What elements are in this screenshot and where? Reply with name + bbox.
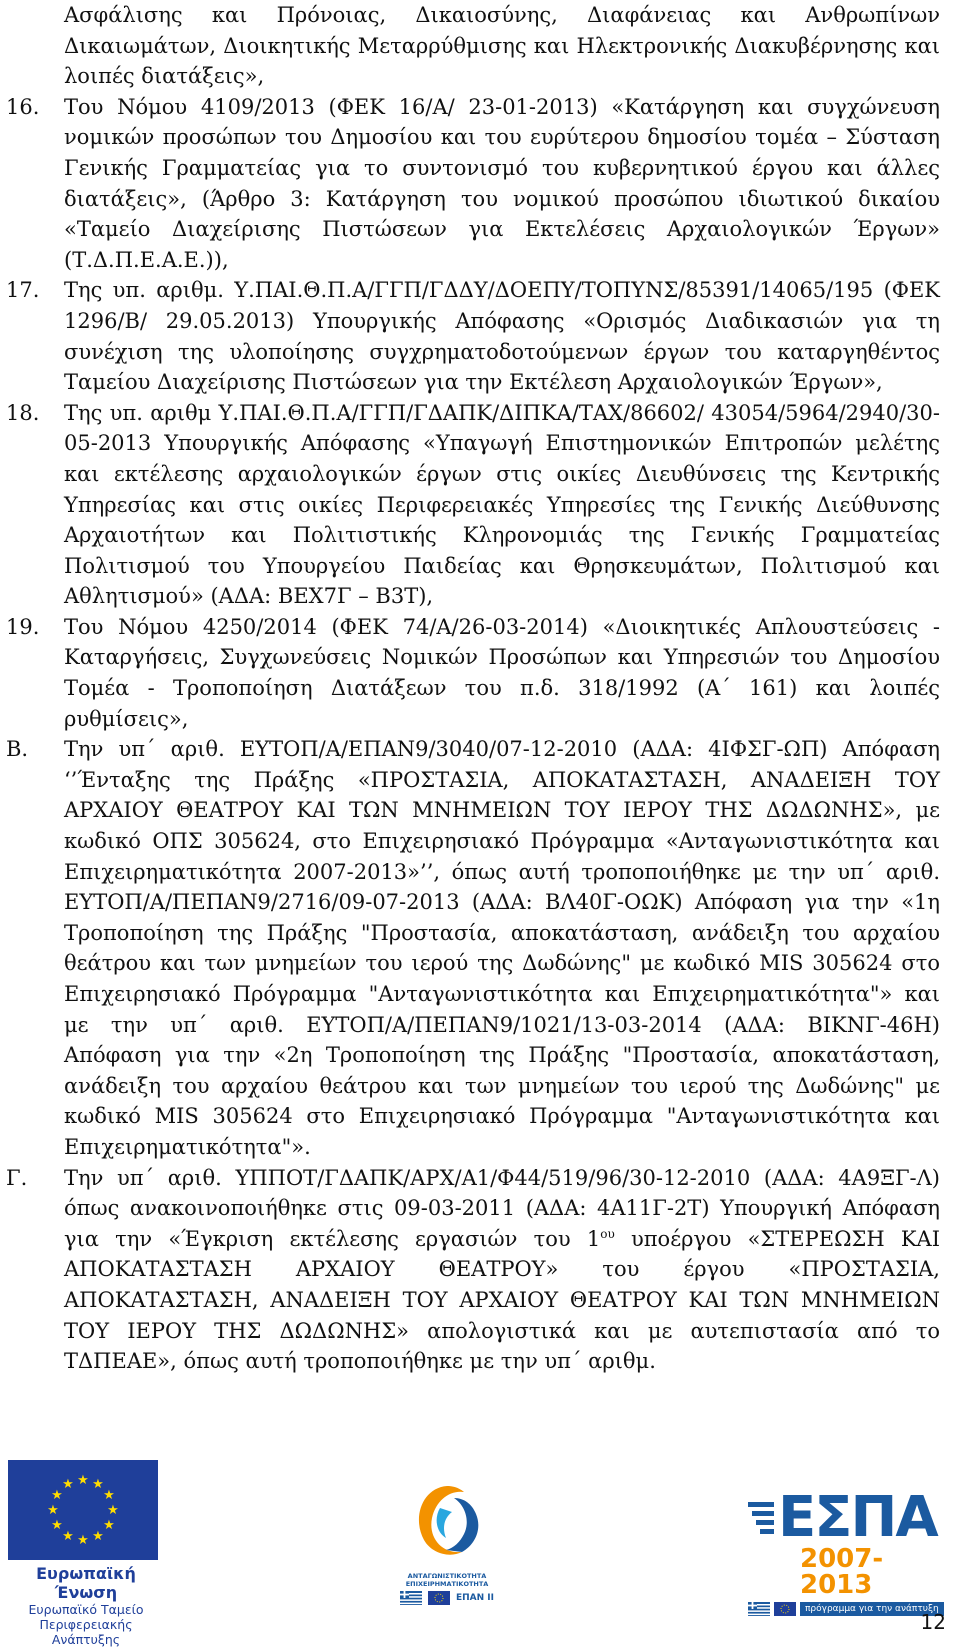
footer-logos xyxy=(0,1450,960,1647)
svg-text:★: ★ xyxy=(92,1529,104,1544)
eu-fund-line1: Ευρωπαϊκό Ταμείο xyxy=(28,1602,144,1617)
superscript: ου xyxy=(600,1226,615,1241)
paragraph-text: Του Νόμου 4250/2014 (ΦΕΚ 74/Α/26-03-2014) «Διοικητικές Απλουστεύσεις - Καταργήσεις, Συγχωνεύσεις Νομικών Προσώπων και Υπηρεσιών του Δημοσίου Τομέα - Τροποποίηση Διατάξεων του π.δ. 318/1992 (Α΄ 161) και λοιπές ρυθμίσεις», xyxy=(64,614,940,731)
paragraph-text: Ασφάλισης και Πρόνοιας, Δικαιοσύνης, Διαφάνειας και Ανθρωπίνων Δικαιωμάτων, Διοικητικής Μεταρρύθμισης και Ηλεκτρονικής Διακυβέρνησης και λοιπές διατάξεις», xyxy=(64,3,940,89)
eu-name: Ευρωπαϊκή Ένωση xyxy=(36,1564,136,1602)
svg-text:★: ★ xyxy=(62,1529,74,1544)
greek-flag-icon xyxy=(748,1602,770,1616)
list-item-19 xyxy=(0,612,960,734)
competitiveness-line2: ΕΠΙΧΕΙΡΗΜΑΤΙΚΟΤΗΤΑ xyxy=(405,1580,489,1588)
eu-mini-flag-icon xyxy=(428,1591,450,1605)
section-c xyxy=(0,1163,960,1377)
competitiveness-line1: ΑΝΤΑΓΩΝΙΣΤΙΚΟΤΗΤΑ xyxy=(407,1572,487,1580)
page-number: 12 xyxy=(920,1610,946,1634)
epan-label: ΕΠΑΝ II xyxy=(455,1593,494,1603)
eu-flag-icon xyxy=(8,1460,158,1560)
svg-text:★: ★ xyxy=(77,1473,89,1488)
svg-text:★: ★ xyxy=(77,1533,89,1548)
paragraph-text: Την υπ΄ αριθ. ΥΠΠΟΤ/ΓΔΑΠΚ/ΑΡΧ/Α1/Φ44/519/96/30-12-2010 (ΑΔΑ: 4Α9ΞΓ-Λ) όπως ανακοινοποιήθηκε στις 09-03-2011 (ΑΔΑ: 4Α11Γ-2Τ) Υπουργική Απόφαση για την «Έγκριση εκτέλεσης εργασιών του 1 xyxy=(64,1165,940,1251)
eu-mini-flag-icon xyxy=(774,1602,796,1616)
espa-years: 2007-2013 xyxy=(800,1544,884,1600)
svg-text:★: ★ xyxy=(62,1477,74,1492)
item-number: 17. xyxy=(6,278,40,303)
item-number: 16. xyxy=(6,94,40,119)
svg-text:★: ★ xyxy=(92,1477,104,1492)
section-b xyxy=(0,734,960,1162)
item-number: Β. xyxy=(6,737,29,762)
competitiveness-swirl-icon xyxy=(402,1478,492,1568)
espa-stripes-icon xyxy=(748,1498,778,1538)
svg-text:★: ★ xyxy=(47,1503,59,1518)
paragraph-text: Του Νόμου 4109/2013 (ΦΕΚ 16/Α/ 23-01-2013) «Κατάργηση και συγχώνευση νομικών προσώπων του Δημοσίου και του ευρύτερου δημοσίου τομέα – Σύσταση Γενικής Γραμματείας για το συντονισμό του κυβερνητικού έργου και άλλες διατάξεις», (Άρθρο 3: Κατάργηση του νομικού προσώπου ιδιωτικού δικαίου «Ταμείο Διαχείρισης Πιστώσεων για Εκτελέσεις Αρχαιολογικών Έργων» (Τ.Δ.Π.Ε.Α.Ε.)), xyxy=(64,94,940,272)
paragraph-text: Της υπ. αριθμ. Υ.ΠΑΙ.Θ.Π.Α/ΓΓΠ/ΓΔΔΥ/ΔΟΕΠΥ/ΤΟΠΥΝΣ/85391/14065/195 (ΦΕΚ 1296/Β/ 29.05.2013) Υπουργικής Απόφασης «Ορισμός Διαδικασιών για τη συνέχιση της υλοποίησης συγχρηματοδοτούμενων έργων του καταργηθέντος Ταμείου Διαχείρισης Πιστώσεων για την Εκτέλεση Αρχαιολογικών Έργων», xyxy=(64,278,940,395)
svg-text:★: ★ xyxy=(51,1518,63,1533)
competitiveness-logo xyxy=(392,1478,502,1605)
greek-flag-icon xyxy=(400,1591,422,1605)
espa-program: πρόγραμμα για την ανάπτυξη xyxy=(800,1602,944,1616)
item-number: 19. xyxy=(6,614,40,639)
espa-title: ΕΣΠΑ xyxy=(778,1485,937,1550)
eu-fund-line2: Περιφερειακής Ανάπτυξης xyxy=(39,1617,133,1647)
list-item-17 xyxy=(0,275,960,397)
list-item-18 xyxy=(0,398,960,612)
svg-text:★: ★ xyxy=(103,1518,115,1533)
svg-text:★: ★ xyxy=(51,1488,63,1503)
item-number: Γ. xyxy=(6,1165,28,1190)
paragraph-text: Της υπ. αριθμ Υ.ΠΑΙ.Θ.Π.Α/ΓΓΠ/ΓΔΑΠΚ/ΔΙΠΚΑ/ΤΑΧ/86602/ 43054/5964/2940/30-05-2013 Υπουργικής Απόφασης «Υπαγωγή Επιστημονικών Επιτροπών μελέτης και εκτέλεσης αρχαιολογικών έργων στις οικίες Διευθύνσεις της Κεντρικής Υπηρεσίας και στις οικίες Περιφερειακές Υπηρεσίες της Γενικής Διεύθυνσης Αρχαιοτήτων και Πολιτιστικής Κληρονομιάς της Γενικής Γραμματείας Πολιτισμού του Υπουργείου Παιδείας και Θρησκευμάτων, Πολιτισμού και Αθλητισμού» (ΑΔΑ: ΒΕΧ7Γ – Β3Τ), xyxy=(64,400,940,609)
paragraph-text: υποέργου «ΣΤΕΡΕΩΣΗ ΚΑΙ ΑΠΟΚΑΤΑΣΤΑΣΗ ΑΡΧΑΙΟΥ ΘΕΑΤΡΟΥ» του έργου «ΠΡΟΣΤΑΣΙΑ, ΑΠΟΚΑΤΑΣΤΑΣΗ, ΑΝΑΔΕΙΞΗ ΤΟΥ ΑΡΧΑΙΟΥ ΘΕΑΤΡΟΥ ΚΑΙ ΤΩΝ ΜΝΗΜΕΙΩΝ ΤΟΥ ΙΕΡΟΥ ΤΗΣ ΔΩΔΩΝΗΣ» απολογιστικά και με αυτεπιστασία από το ΤΔΠΕΑΕ», όπως αυτή τροποποιήθηκε με την υπ΄ αριθμ. xyxy=(64,1226,940,1374)
paragraph-continuation xyxy=(0,0,960,92)
espa-logo xyxy=(748,1485,948,1616)
svg-text:★: ★ xyxy=(103,1488,115,1503)
item-number: 18. xyxy=(6,400,40,425)
eu-logo xyxy=(6,1460,166,1647)
svg-text:★: ★ xyxy=(107,1503,119,1518)
paragraph-text: Την υπ΄ αριθ. ΕΥΤΟΠ/Α/ΕΠΑΝ9/3040/07-12-2010 (ΑΔΑ: 4ΙΦΣΓ-ΩΠ) Απόφαση ‘’Ένταξης της Πράξης «ΠΡΟΣΤΑΣΙΑ, ΑΠΟΚΑΤΑΣΤΑΣΗ, ΑΝΑΔΕΙΞΗ ΤΟΥ ΑΡΧΑΙΟΥ ΘΕΑΤΡΟΥ ΚΑΙ ΤΩΝ ΜΝΗΜΕΙΩΝ ΤΟΥ ΙΕΡΟΥ ΤΗΣ ΔΩΔΩΝΗΣ», με κωδικό ΟΠΣ 305624, στο Επιχειρησιακό Πρόγραμμα «Ανταγωνιστικότητα και Επιχειρηματικότητα 2007-2013»’’, όπως αυτή τροποποιήθηκε με την υπ΄ αριθ. ΕΥΤΟΠ/Α/ΠΕΠΑΝ9/2716/09-07-2013 (ΑΔΑ: ΒΛ40Γ-ΟΩΚ) Απόφαση για την «1η Τροποποίηση της Πράξης "Προστασία, αποκατάσταση, ανάδειξη του αρχαίου θεάτρου και των μνημείων του ιερού της Δωδώνης" με κωδικό MIS 305624 στο Επιχειρησιακό Πρόγραμμα "Ανταγωνιστικότητα και Επιχειρηματικότητα"» και με την υπ΄ αριθ. ΕΥΤΟΠ/Α/ΠΕΠΑΝ9/1021/13-03-2014 (ΑΔΑ: ΒΙΚΝΓ-46Η) Απόφαση για την «2η Τροποποίηση της Πράξης "Προστασία, αποκατάσταση, ανάδειξη του αρχαίου θεάτρου και των μνημείων του ιερού της Δωδώνης" με κωδικό MIS 305624 στο Επιχειρησιακό Πρόγραμμα "Ανταγωνιστικότητα και Επιχειρηματικότητα"». xyxy=(64,737,940,1159)
list-item-16 xyxy=(0,92,960,276)
